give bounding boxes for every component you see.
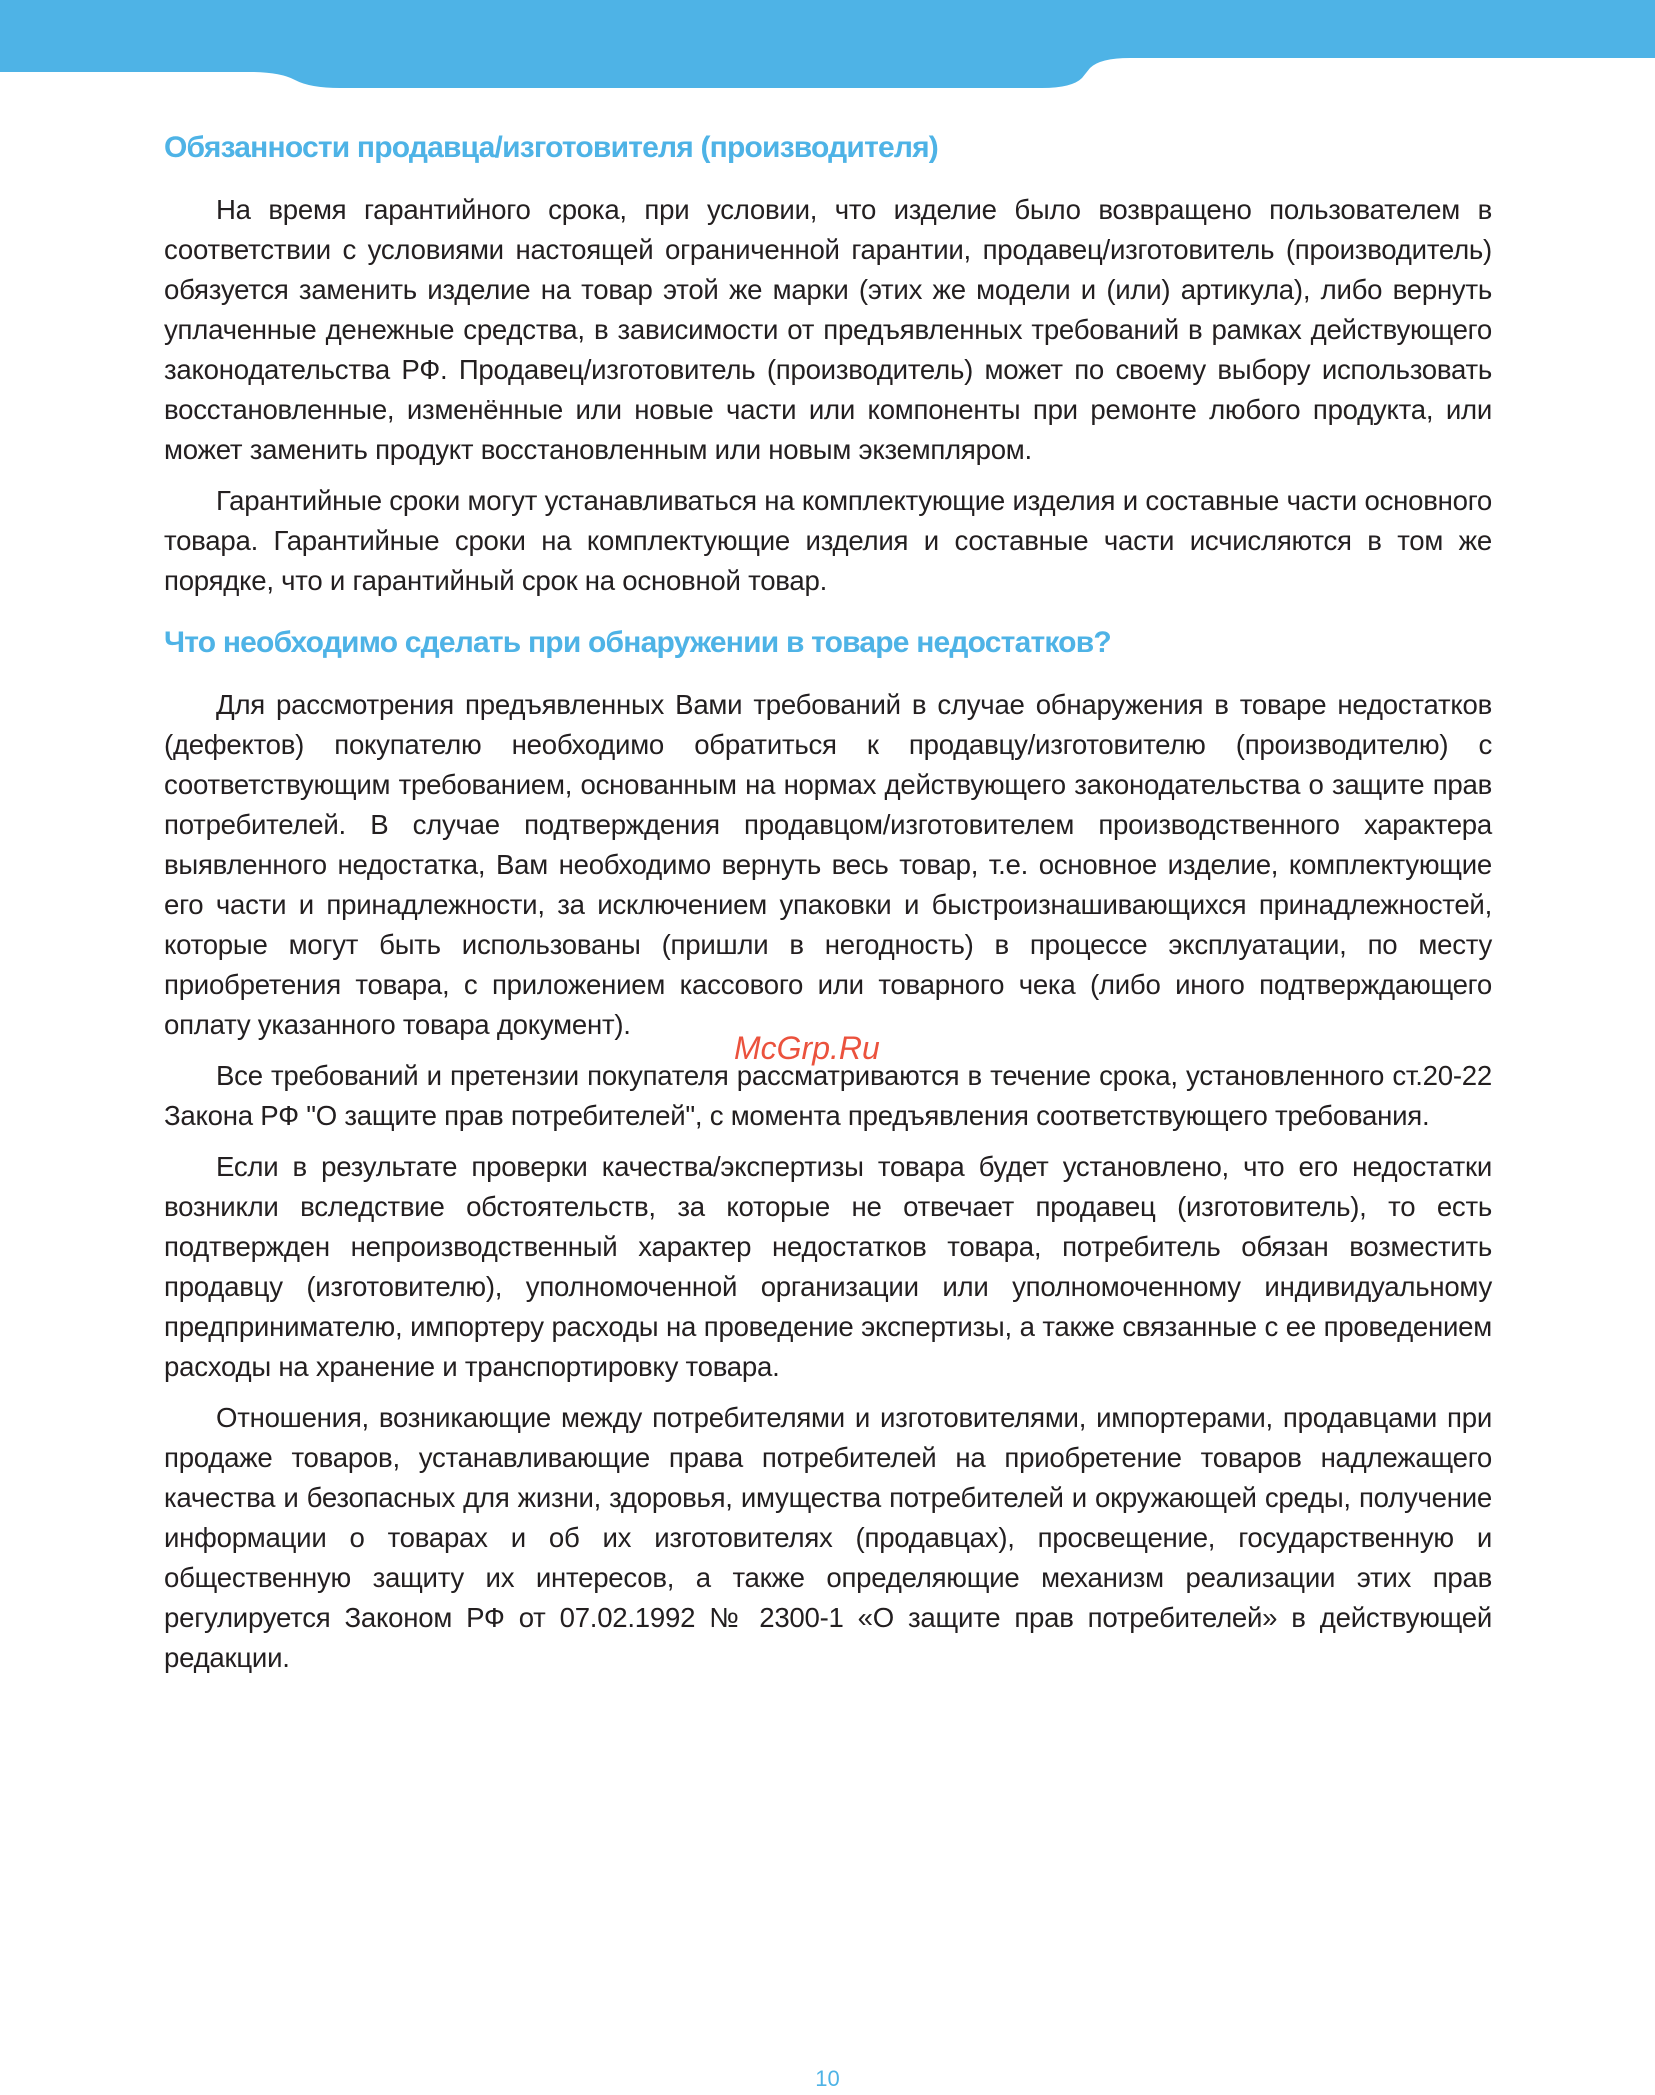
paragraph-consumer-law: Отношения, возникающие между потребителями и изготовителями, импортерами, продавцами при продаже товаров, устанавливающие права потребителей на приобретение товаров надлежащего качества и безопасных для жизни, здоровья, имущества потребителей и окружающей среды, получение информации о товарах и об их изготовителях (продавцах), просвещение, государственную и общественную защиту их интересов, а также определяющие механизм реализации этих прав регулируется Законом РФ от 07.02.1992 № 2300-1 «О защите прав потребителей» в действующей редакции. xyxy=(164,1402,1492,1673)
section-heading-defects: Что необходимо сделать при обнаружении в товаре недостатков? xyxy=(164,626,1111,659)
watermark: McGrp.Ru xyxy=(734,1030,880,1066)
section-heading-seller-obligations: Обязанности продавца/изготовителя (производителя) xyxy=(164,131,938,164)
paragraph-expertise-costs: Если в результате проверки качества/экспертизы товара будет установлено, что его недостатки возникли вследствие обстоятельств, за которые не отвечает продавец (изготовитель), то есть подтвержден непроизводственный характер недостатков товара, потребитель обязан возместить продавцу (изготовителю), уполномоченной организации или уполномоченному индивидуальному предпринимателю, импортеру расходы на проведение экспертизы, а также связанные с ее проведением расходы на хранение и транспортировку товара. xyxy=(164,1151,1492,1382)
paragraph-warranty-components: Гарантийные сроки могут устанавливаться на комплектующие изделия и составные части основного товара. Гарантийные сроки на комплектующие изделия и составные части исчисляются в том же порядке, что и гарантийный срок на основной товар. xyxy=(164,485,1492,596)
page-number: 10 xyxy=(815,2066,840,2091)
paragraph-defect-claim: Для рассмотрения предъявленных Вами требований в случае обнаружения в товаре недостатков (дефектов) покупателю необходимо обратиться к продавцу/изготовителю (производителю) с соответствующим требованием, основанным на нормах действующего законодательства о защите прав потребителей. В случае подтверждения продавцом/изготовителем производственного характера выявленного недостатка, Вам необходимо вернуть весь товар, т.е. основное изделие, комплектующие его части и принадлежности, за исключением упаковки и быстроизнашивающихся принадлежностей, которые могут быть использованы (пришли в негодность) в процессе эксплуатации, по месту приобретения товара, с приложением кассового или товарного чека (либо иного подтверждающего оплату указанного товара документ). xyxy=(164,689,1492,1040)
paragraph-claim-deadline: Все требований и претензии покупателя рассматриваются в течение срока, установленного ст.20-22 Закона РФ "О защите прав потребителей", с момента предъявления соответствующего требования. xyxy=(164,1060,1492,1131)
header-band-shape xyxy=(0,0,1655,88)
top-header-band xyxy=(0,0,1655,90)
document-body xyxy=(164,128,1492,1689)
paragraph-warranty-replacement: На время гарантийного срока, при условии, что изделие было возвращено пользователем в соответствии с условиями настоящей ограниченной гарантии, продавец/изготовитель (производитель) обязуется заменить изделие на товар этой же марки (этих же модели и (или) артикула), либо вернуть уплаченные денежные средства, в зависимости от предъявленных требований в рамках действующего законодательства РФ. Продавец/изготовитель (производитель) может по своему выбору использовать восстановленные, изменённые или новые части или компоненты при ремонте любого продукта, или может заменить продукт восстановленным или новым экземпляром. xyxy=(164,194,1492,465)
